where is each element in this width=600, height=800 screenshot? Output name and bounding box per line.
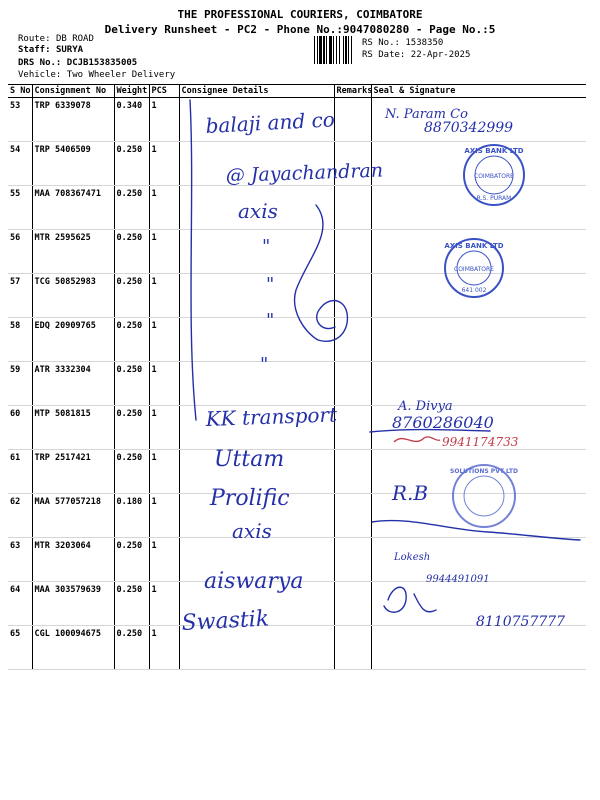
col-consignment-header: Consignment No: [32, 85, 114, 98]
cell-weight: 0.250: [114, 538, 149, 582]
rs-no-value: 1538350: [405, 38, 444, 48]
signature-scribble-61-red: [394, 437, 440, 442]
signature-scribble-59: [295, 205, 348, 341]
stamp-3-line1: SOLUTIONS PVT LTD: [450, 468, 518, 475]
consignee-handwriting-66: Swastik: [181, 606, 270, 636]
col-seal-header: Seal & Signature: [371, 85, 586, 98]
col-remarks-header: Remarks: [334, 85, 371, 98]
seal-stamp-axis-2: [444, 239, 503, 297]
drs-label: DRS No.:: [18, 58, 62, 68]
cell-weight: 0.250: [114, 626, 149, 670]
cell-pcs: 1: [149, 450, 179, 494]
cell-weight: 0.250: [114, 450, 149, 494]
cell-consignment: EDQ 20909765: [32, 318, 114, 362]
cell-weight: 0.250: [114, 274, 149, 318]
signature-scribble-63: [372, 521, 580, 540]
stamp-2-line2: COIMBATORE: [454, 266, 494, 273]
runsheet-title: Delivery Runsheet - PC2 - Phone No.:9047080280 - Page No.:5: [104, 23, 496, 36]
cell-sno: 59: [8, 362, 32, 406]
rs-date-label: RS Date:: [362, 50, 406, 60]
seal-handwriting-phone-60: 8760286040: [392, 413, 494, 432]
consignee-ditto-3: ": [266, 310, 275, 331]
vehicle-label: Vehicle:: [18, 70, 62, 80]
seal-handwriting-initials-62: R.B: [392, 481, 429, 505]
cell-pcs: 1: [149, 98, 179, 142]
cell-weight: 0.250: [114, 142, 149, 186]
col-pcs-header: PCS: [149, 85, 179, 98]
cell-consignment: MAA 708367471: [32, 186, 114, 230]
seal-handwriting-name-64: Lokesh: [394, 552, 431, 563]
cell-sno: 54: [8, 142, 32, 186]
cell-pcs: 1: [149, 142, 179, 186]
seal-handwriting-name-60: A. Divya: [398, 399, 453, 414]
cell-sno: 61: [8, 450, 32, 494]
consignee-handwriting-56: axis: [238, 199, 278, 223]
seal-handwriting-name-53: N. Param Co: [385, 107, 468, 122]
cell-weight: 0.250: [114, 318, 149, 362]
cell-weight: 0.250: [114, 406, 149, 450]
cell-weight: 0.180: [114, 494, 149, 538]
consignee-handwriting-61: KK transport: [205, 402, 338, 431]
cell-consignment: TRP 2517421: [32, 450, 114, 494]
cell-sno: 58: [8, 318, 32, 362]
seal-stamp-axis-1: [464, 145, 524, 205]
cell-pcs: 1: [149, 582, 179, 626]
seal-handwriting-phone-64: 9944491091: [426, 574, 490, 585]
stamp-2-line3: 641 002: [461, 287, 487, 294]
cell-sno: 60: [8, 406, 32, 450]
cell-sno: 65: [8, 626, 32, 670]
seal-stamp-solutions: [450, 465, 518, 527]
cell-sno: 53: [8, 98, 32, 142]
consignee-ditto-1: ": [262, 236, 271, 257]
consignee-bracket-stroke: [190, 100, 196, 420]
rs-date-value: 22-Apr-2025: [410, 50, 471, 60]
seal-handwriting-phone-61: 9941174733: [442, 435, 519, 449]
cell-consignment: MAA 577057218: [32, 494, 114, 538]
consignee-handwriting-63: Prolific: [210, 486, 290, 511]
stamp-1-line1: AXIS BANK LTD: [464, 147, 524, 155]
cell-consignment: MTR 2595625: [32, 230, 114, 274]
cell-pcs: 1: [149, 274, 179, 318]
staff-value: SURYA: [55, 45, 84, 55]
consignee-ditto-2: ": [266, 274, 275, 295]
cell-consignment: ATR 3332304: [32, 362, 114, 406]
cell-pcs: 1: [149, 406, 179, 450]
stamp-2-line1: AXIS BANK LTD: [444, 242, 504, 250]
cell-pcs: 1: [149, 538, 179, 582]
route-value: DB ROAD: [55, 34, 94, 44]
consignee-ditto-4: ": [260, 354, 269, 375]
cell-consignment: CGL 100094675: [32, 626, 114, 670]
cell-weight: 0.250: [114, 186, 149, 230]
staff-label: Staff:: [18, 45, 51, 55]
col-weight-header: Weight: [114, 85, 149, 98]
cell-pcs: 1: [149, 362, 179, 406]
cell-weight: 0.250: [114, 362, 149, 406]
cell-weight: 0.250: [114, 582, 149, 626]
cell-sno: 56: [8, 230, 32, 274]
cell-consignment: TCG 50852983: [32, 274, 114, 318]
cell-consignment: MAA 303579639: [32, 582, 114, 626]
signature-scribble-65: [384, 587, 436, 612]
consignee-handwriting-54: balaji and co: [205, 107, 336, 138]
seal-handwriting-phone-53: 8870342999: [424, 120, 514, 136]
consignee-handwriting-55: @ Jayachandran: [225, 159, 384, 187]
stamp-1-line3: R.S. PURAM: [476, 195, 512, 202]
consignee-handwriting-64: axis: [232, 519, 272, 543]
vehicle-value: Two Wheeler Delivery: [66, 70, 176, 80]
stamp-1-line2: COIMBATORE: [474, 173, 514, 180]
cell-pcs: 1: [149, 230, 179, 274]
cell-weight: 0.250: [114, 230, 149, 274]
consignee-handwriting-62: Uttam: [214, 447, 285, 472]
cell-consignment: TRP 5406509: [32, 142, 114, 186]
col-sno-header: S No: [10, 86, 31, 96]
cell-pcs: 1: [149, 626, 179, 670]
cell-consignment: MTR 3203064: [32, 538, 114, 582]
route-label: Route:: [18, 34, 51, 44]
drs-value: DCJB153835005: [66, 58, 138, 68]
cell-sno: 64: [8, 582, 32, 626]
cell-consignment: TRP 6339078: [32, 98, 114, 142]
cell-pcs: 1: [149, 494, 179, 538]
company-title: THE PROFESSIONAL COURIERS, COIMBATORE: [177, 8, 423, 21]
cell-weight: 0.340: [114, 98, 149, 142]
cell-pcs: 1: [149, 318, 179, 362]
cell-sno: 62: [8, 494, 32, 538]
rs-no-label: RS No.:: [362, 38, 400, 48]
cell-sno: 57: [8, 274, 32, 318]
consignee-handwriting-65: aiswarya: [204, 569, 304, 594]
cell-consignment: MTP 5081815: [32, 406, 114, 450]
cell-pcs: 1: [149, 186, 179, 230]
seal-handwriting-phone-65: 8110757777: [476, 614, 566, 630]
col-consignee-header: Consignee Details: [179, 85, 334, 98]
cell-sno: 63: [8, 538, 32, 582]
cell-sno: 55: [8, 186, 32, 230]
